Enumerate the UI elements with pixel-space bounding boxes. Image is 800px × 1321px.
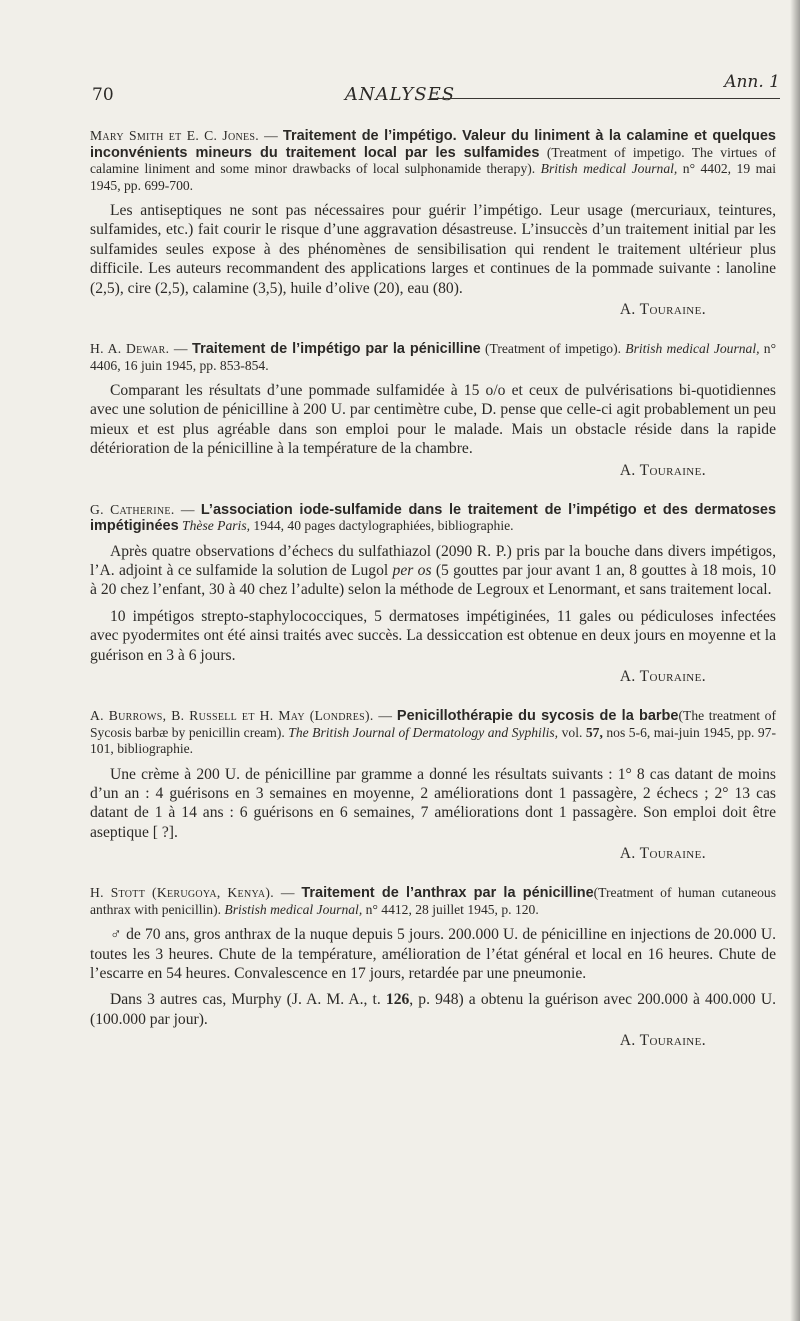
text-run: (5 gouttes par jour avant 1 an, 8 gouttes à 18 mois, 10 à 20 chez l’enfant, 30 à 40 chez l’adulte) selon la méthode de Legroux et Lenormant, et sans traitement local. <box>90 562 776 599</box>
citation-details: nos 5-6, mai-juin 1945, pp. 97-101, bibliographie. <box>90 724 776 757</box>
citation-details: n° 4412, 28 juillet 1945, p. 120. <box>365 901 539 917</box>
text-run: Dans 3 autres cas, Murphy (J. A. M. A., t. <box>110 991 386 1009</box>
abstract-paragraph <box>90 990 776 1029</box>
signature: A. Touraine. <box>619 668 706 686</box>
reference <box>90 341 776 374</box>
handwritten-annotation: Ann. 1 <box>724 72 780 92</box>
original-title: (Treatment of impetigo). <box>485 341 622 357</box>
volume-label: vol. <box>561 724 583 740</box>
reference <box>90 502 776 535</box>
journal: British medical Journal, <box>625 341 760 357</box>
original-title: (Treatment of impetigo. The virtues of calamine liniment and some minor drawbacks of local sulphonamide therapy). <box>90 144 776 176</box>
authors: G. Catherine. — <box>90 501 195 517</box>
abstract-paragraph: ♂ de 70 ans, gros anthrax de la nuque depuis 5 jours. 200.000 U. de pénicilline en injections de 20.000 U. toutes les 3 heures. Chute de la température, amélioration de l’état général et local en 16 heures. Chute de l’escarre en 54 heures. Convalescence en 17 jours, retardée par une pneumonie. <box>90 926 776 983</box>
journal: British medical Journal, <box>540 161 678 176</box>
signature: A. Touraine. <box>619 461 706 479</box>
abstract-paragraph: Comparant les résultats d’une pommade sulfamidée à 15 o/o et ceux de pulvérisations bi-quotidiennes avec une solution de pénicilline à 200 U. par centimètre cube, D. pense que celle-ci agit probablement un peu mieux et est plus agréable dans son emploi pour le malade. Mais un obstacle réside dans la rapide détérioration de la pénicilline à la température de la chambre. <box>90 382 776 458</box>
reference <box>90 885 776 918</box>
article-title: Traitement de l’impétigo. Valeur du liniment à la calamine et quelques inconvénients mineurs du traitement local par les sulfamides <box>90 128 776 161</box>
volume-number: 57, <box>585 724 603 740</box>
authors: A. Burrows, B. Russell et H. May (Londres). — <box>90 708 393 724</box>
text-run: , p. 948) a obtenu la guérison avec 200.000 à 400.000 U. (100.000 par jour). <box>90 991 776 1028</box>
header-rule <box>430 98 780 99</box>
reference <box>90 708 776 758</box>
citation-details: n° 4402, 19 mai 1945, pp. 699-700. <box>90 161 776 193</box>
entry-impetigo-penicillin <box>90 341 776 480</box>
authors: Mary Smith et E. C. Jones. — <box>90 128 279 143</box>
abstract-paragraph: 10 impétigos strepto-staphylococciques, 5 dermatoses impétiginées, 11 gales ou pédiculoses infectées avec pyodermites ont été ainsi traités avec succès. La dessiccation est obtenue en deux jours en moyenne et la guérison en 3 à 6 jours. <box>90 607 776 664</box>
page-number: 70 <box>92 85 114 105</box>
reference <box>90 128 776 194</box>
citation-details: 1944, 40 pages dactylographiées, bibliographie. <box>253 518 514 534</box>
signature: A. Touraine. <box>619 845 706 863</box>
page-edge-shadow <box>790 0 800 1321</box>
authors: H. A. Dewar. — <box>90 341 188 357</box>
journal: Thèse Paris, <box>182 518 251 534</box>
authors: H. Stott (Kerugoya, Kenya). — <box>90 885 295 901</box>
journal: Bristish medical Journal, <box>224 901 363 917</box>
entry-anthrax <box>90 885 776 1050</box>
running-title: ANALYSES <box>344 84 456 105</box>
entry-iode-sulfamide <box>90 502 776 686</box>
content <box>90 128 776 1072</box>
text-run: Après quatre observations d’échecs du sulfathiazol (2090 R. P.) pris par la bouche dans divers impétigos, l’A. adjoint à ce sulfamide la solution de Lugol <box>90 542 776 580</box>
signature: A. Touraine. <box>619 1032 706 1050</box>
citation-details: n° 4406, 16 juin 1945, pp. 853-854. <box>90 341 777 373</box>
original-title: (Treatment of human cutaneous anthrax with penicillin). <box>90 885 776 917</box>
abstract-paragraph: Les antiseptiques ne sont pas nécessaires pour guérir l’impétigo. Leur usage (mercuriaux, teintures, sulfamides, etc.) fait courir le risque d’une aggravation désastreuse. L’insuccès d’un traitement initial par les sulfamides seules expose à des phénomènes de sensibilisation qui rendent le traitement ultérieur plus difficile. Les auteurs recommandent des applications larges et continues de la pommade suivante : lanoline (2,5), cire (2,5), calamine (3,5), huile d’olive (20), eau (80). <box>90 202 776 297</box>
entry-sycosis <box>90 708 776 863</box>
signature: A. Touraine. <box>619 301 706 319</box>
entry-impetigo-calamine <box>90 128 776 319</box>
abstract-paragraph: Une crème à 200 U. de pénicilline par gramme a donné les résultats suivants : 1° 8 cas datant de moins d’un an : 4 guérisons en 3 semaines en moyenne, 2 améliorations dont 1 passagère, 2 échecs ; 2° 13 cas datant de 1 à 14 ans : 6 guérisons en 6 semaines, 7 améliorations dont 1 passagère. Son emploi doit être aseptique [ ?]. <box>90 765 776 841</box>
article-title: Penicillothérapie du sycosis de la barbe <box>396 708 679 725</box>
abstract-paragraph <box>90 542 776 600</box>
original-title: (The treatment of Sycosis barbæ by penicillin cream). <box>90 708 776 740</box>
journal: The British Journal of Dermatology and Syphilis, <box>288 724 559 740</box>
article-title: Traitement de l’impétigo par la pénicilline <box>192 341 481 358</box>
text-run-italic: per os <box>392 562 432 580</box>
article-title: L’association iode-sulfamide dans le traitement de l’impétigo et des dermatoses impétiginées <box>90 501 777 535</box>
article-title: Traitement de l’anthrax par la pénicilline <box>301 885 594 902</box>
volume-number: 126 <box>385 991 410 1009</box>
